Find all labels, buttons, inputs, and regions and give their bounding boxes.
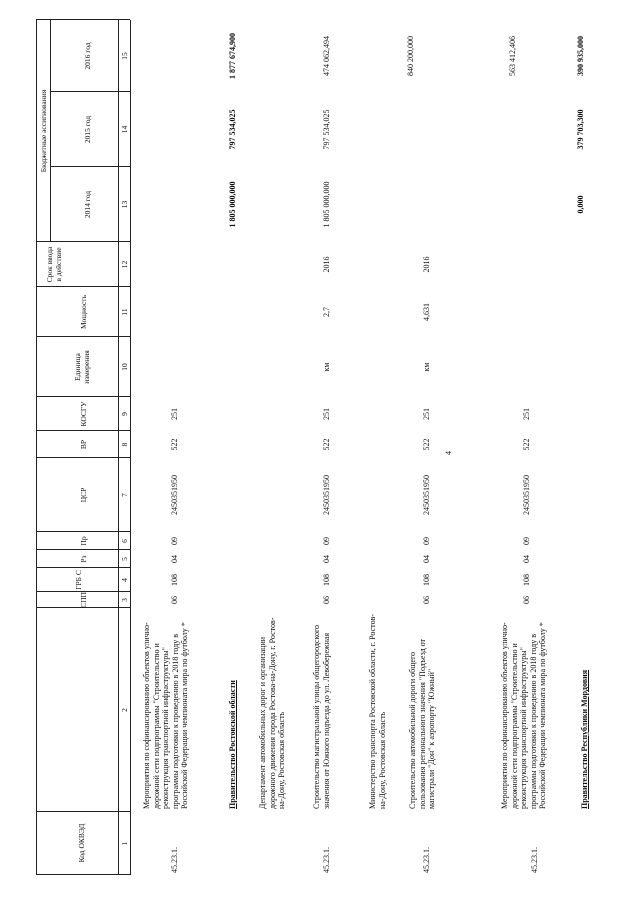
header-grbs: ГРБ С [74,570,83,590]
row-kosgu: 251 [522,408,531,420]
row-vr: 522 [170,438,179,451]
row-csr: 2450351950 [422,475,431,515]
row-description: Департамент автомобильных дорог и организации дорожного движения города Ростова-на-Дону, г. Ростов-на-Дону, Ростовская область [258,617,286,809]
header-csr: ЦСР [79,487,88,503]
section-title: Правительство Республики Мордовия [580,669,589,809]
row-vr: 522 [322,438,331,451]
col-number: 1 [120,841,129,846]
section-title: Правительство Ростовской области [228,680,237,809]
row-description: Строительство магистральной улицы общегородского значения от Южного подъезда до ул. Левобережная [312,624,331,809]
row-pr: 09 [170,537,179,545]
row-csr: 2450351950 [522,475,531,515]
col-number: 11 [120,308,129,316]
row-pr: 09 [522,537,531,545]
row-2016: 474 062,494 [322,36,331,76]
row-grbs: 108 [522,574,531,586]
header-capacity: Мощность [79,295,88,329]
row-2014: 0,000 [576,195,585,214]
header-pr: Пр [79,536,88,546]
header-unit: Единица измерения [73,350,91,384]
row-spp: 06 [170,596,179,604]
col-number: 9 [120,412,129,416]
row-description: Мероприятия по софинансированию объектов улично-дорожной сети подпрограммы "Строительство и реконструкция транспортной инфраструктуры" программы подготовки к проведению в 2018 году в Российской Федерации чемпионата мира по футболу * [500,622,547,809]
row-okved: 45.23.1. [530,847,539,873]
row-2015: 797 534,025 [228,109,237,150]
row-vr: 522 [522,438,531,451]
row-rz: 04 [322,555,331,563]
row-spp: 06 [522,596,531,604]
row-description: Мероприятия по софинансированию объектов улично-дорожной сети подпрограммы "Строительство и реконструкция транспортной инфраструктуры" программы подготовки к проведению в 2018 году в Российской Федерации чемпионата мира по футболу * [142,622,189,809]
table-top-border [36,20,37,875]
budget-header-divider [50,20,51,242]
row-spp: 06 [322,596,331,604]
col-number: 15 [120,52,129,60]
row-vr: 522 [422,438,431,451]
col-number: 8 [120,442,129,447]
row-grbs: 108 [170,574,179,586]
col-number: 12 [120,260,129,269]
col-number: 3 [120,598,129,602]
col-border [36,811,130,812]
header-okved: Код ОКВЭД [77,823,86,863]
header-spp: СПП [79,592,88,608]
row-capacity: 2,7 [322,307,331,317]
header-2014: 2014 год [83,190,92,219]
row-kosgu: 251 [322,408,331,420]
header-2015: 2015 год [83,115,92,144]
row-capacity: 4,631 [422,303,431,321]
row-csr: 2450351950 [322,475,331,515]
row-pr: 09 [322,537,331,545]
row-2016: 390 935,000 [576,36,585,76]
row-2015: 797 534,025 [322,109,331,150]
row-2015: 379 703,300 [576,109,585,150]
row-unit: км [322,362,331,372]
row-grbs: 108 [422,574,431,586]
row-rz: 04 [170,555,179,563]
row-spp: 06 [422,596,431,604]
col-number: 5 [120,557,129,561]
header-rz: Рз [79,555,88,563]
row-description: Министерство транспорта Ростовской области, г. Ростов-на-Дону, Ростовская область [368,613,387,809]
row-unit: км [422,362,431,372]
row-grbs: 108 [322,574,331,586]
header-bottom-border [118,20,119,875]
col-number: 2 [120,708,129,712]
row-2016: 1 877 674,900 [228,33,237,79]
col-border [36,241,130,242]
row-rz: 04 [422,555,431,563]
header-vr: ВР [79,439,88,450]
header-2016: 2016 год [83,42,92,70]
header-kosgu: КОСГУ [79,401,88,427]
row-2014: 1 805 000,000 [228,181,237,228]
row-pr: 09 [422,537,431,545]
row-kosgu: 251 [170,408,179,420]
col-number: 10 [120,363,129,371]
col-border [36,19,130,20]
row-csr: 2450351950 [170,475,179,515]
row-kosgu: 251 [422,408,431,420]
row-description: Строительство автомобильной дороги общего пользования регионального значения "Подъезд от магистрали "Дон" к аэропорту "Южный" [408,638,436,809]
page-number: 4 [444,451,453,455]
col-border [36,874,130,875]
row-2014: 1 805 000,000 [322,181,331,228]
colnum-bottom-border [130,20,131,875]
row-2016: 563 412,406 [508,36,517,76]
row-okved: 45.23.1. [422,847,431,873]
header-term: Срок ввода в действие [45,246,63,283]
col-number: 14 [120,125,129,134]
header-budget: Бюджетные ассигнования [39,89,48,173]
row-okved: 45.23.1. [322,847,331,873]
row-term: 2016 [322,256,331,273]
col-number: 6 [120,539,129,543]
col-number: 13 [120,200,129,209]
row-term: 2016 [422,256,431,273]
row-okved: 45.23.1. [170,847,179,873]
col-number: 7 [120,493,129,497]
row-2016: 840 200,000 [406,36,415,76]
row-rz: 04 [522,555,531,563]
col-number: 4 [120,578,129,582]
